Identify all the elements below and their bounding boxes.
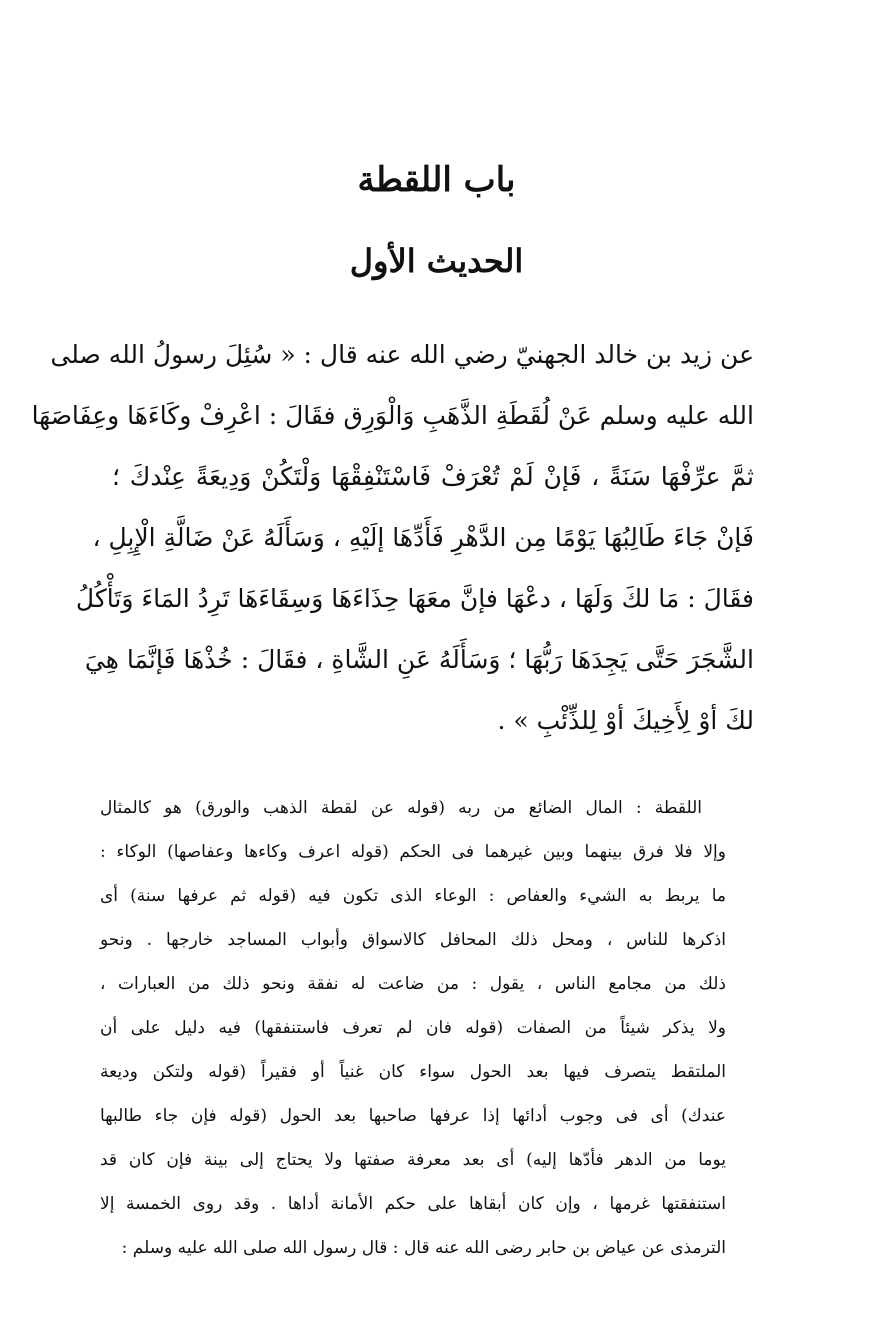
commentary-line: الملتقط يتصرف فيها بعد الحول سواء كان غنياً أو فقيراً (قوله ولتكن وديعة bbox=[100, 1062, 726, 1082]
commentary-line: ما يربط به الشيء والعفاص : الوعاء الذى تكون فيه (قوله ثم عرفها سنة) أى bbox=[100, 886, 726, 906]
commentary-text bbox=[100, 786, 726, 1270]
hadith-line: فقَالَ : مَا لكَ وَلَهَا ، دعْهَا فإنَّ معَهَا حِذَاءَهَا وَسِقَاءَهَا تَرِدُ المَاءَ وَتَأْكُلُ bbox=[75, 584, 754, 613]
commentary-line: يوما من الدهر فأدّها إليه) أى بعد معرفة صفتها ولا يحتاج إلى بينة فإن كان قد bbox=[100, 1150, 726, 1170]
hadith-line: ثمَّ عرِّفْهَا سَنَةً ، فَإنْ لَمْ تُعْرَفْ فَاسْتَنْفِقْهَا وَلْتَكُنْ وَدِيعَةً عِنْدكَ ؛ bbox=[112, 462, 754, 491]
hadith-line: الله عليه وسلم عَنْ لُقَطَةِ الذَّهَبِ وَالْوَرِق فقَالَ : اعْرِفْ وكَاءَهَا وعِفَاصَهَا bbox=[31, 401, 754, 430]
hadith-text bbox=[31, 324, 754, 751]
commentary-line: استنفقتها غرمها ، وإن كان أبقاها على حكم الأمانة أداها . وقد روى الخمسة إلا bbox=[100, 1194, 726, 1214]
hadith-line: لكَ أوْ لِأَخِيكَ أوْ لِلذِّئْبِ » . bbox=[497, 706, 754, 735]
hadith-line: الشَّجَرَ حَتَّى يَجِدَهَا رَبُّهَا ؛ وَسَأَلَهُ عَنِ الشَّاةِ ، فقَالَ : خُذْهَا فَإنَّمَا هِيَ bbox=[84, 645, 754, 674]
commentary-line: اللقطة : المال الضائع من ربه (قوله عن لقطة الذهب والورق) هو كالمثال bbox=[100, 798, 702, 818]
hadith-line: عن زيد بن خالد الجهنيّ رضي الله عنه قال : « سُئِلَ رسولُ الله صلى bbox=[50, 340, 754, 369]
commentary-line: وإلا فلا فرق بينهما وبين غيرهما فى الحكم (قوله اعرف وكاءها وعفاصها) الوكاء : bbox=[100, 842, 726, 862]
commentary-line: ذلك من مجامع الناس ، يقول : من ضاعت له نفقة ونحو ذلك من العبارات ، bbox=[100, 974, 726, 994]
commentary-line: ولا يذكر شيئاً من الصفات (قوله فان لم تعرف فاستنفقها) فيه دليل على أن bbox=[100, 1018, 726, 1038]
chapter-title: باب اللقطة bbox=[357, 160, 516, 200]
commentary-line: اذكرها للناس ، ومحل ذلك المحافل كالاسواق وأبواب المساجد خارجها . ونحو bbox=[100, 930, 726, 950]
hadith-title: الحديث الأول bbox=[349, 242, 524, 280]
hadith-line: فَإنْ جَاءَ طَالِبُهَا يَوْمًا مِن الدَّهْرِ فَأَدِّهَا إلَيْهِ ، وَسَأَلَهُ عَنْ ضَالَّةِ الْإِبِلِ ، bbox=[92, 523, 754, 552]
commentary-line: عندك) أى فى وجوب أدائها إذا عرفها صاحبها بعد الحول (قوله فإن جاء طالبها bbox=[100, 1106, 726, 1126]
commentary-line: الترمذى عن عياض بن حابر رضى الله عنه قال : قال رسول الله صلى الله عليه وسلم : bbox=[121, 1238, 726, 1258]
